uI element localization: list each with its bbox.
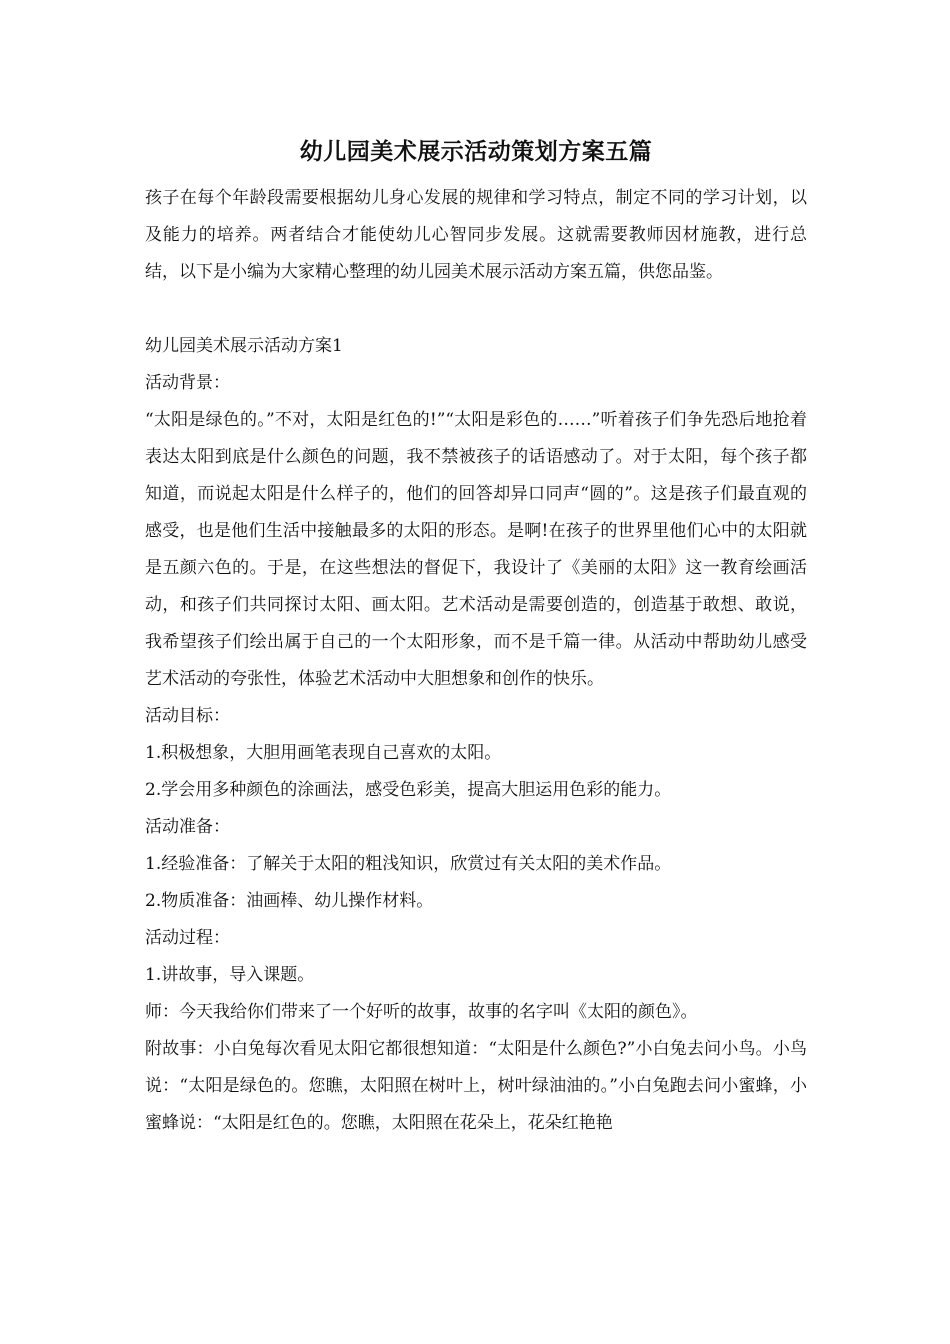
goal-item-2: 2.学会用多种颜色的涂画法，感受色彩美，提高大胆运用色彩的能力。 xyxy=(145,780,672,800)
document-title: 幼儿园美术展示活动策划方案五篇 xyxy=(299,138,653,165)
goal-item-1: 1.积极想象，大胆用画笔表现自己喜欢的太阳。 xyxy=(145,743,502,763)
section-heading: 幼儿园美术展示活动方案1 xyxy=(145,336,343,356)
background-label: 活动背景： xyxy=(145,373,230,393)
goals-label: 活动目标： xyxy=(145,706,230,726)
prep-item-2: 2.物质准备：油画棒、幼儿操作材料。 xyxy=(145,891,434,911)
prep-label: 活动准备： xyxy=(145,817,230,837)
background-paragraph: “太阳是绿色的。”不对，太阳是红色的!”“太阳是彩色的……”听着孩子们争先恐后地抢着表达太阳到底是什么颜色的问题，我不禁被孩子的话语感动了。对于太阳，每个孩子都知道，而说起太阳是什么样子的，他们的回答却异口同声“圆的”。这是孩子们最直观的感受，也是他们生活中接触最多的太阳的形态。是啊!在孩子的世界里他们心中的太阳就是五颜六色的。于是，在这些想法的督促下，我设计了《美丽的太阳》这一教育绘画活动，和孩子们共同探讨太阳、画太阳。艺术活动是需要创造的，创造基于敢想、敢说，我希望孩子们绘出属于自己的一个太阳形象，而不是千篇一律。从活动中帮助幼儿感受艺术活动的夸张性，体验艺术活动中大胆想象和创作的快乐。 xyxy=(145,410,807,689)
teacher-line: 师：今天我给你们带来了一个好听的故事，故事的名字叫《太阳的颜色》。 xyxy=(145,1002,698,1022)
prep-item-1: 1.经验准备：了解关于太阳的粗浅知识，欣赏过有关太阳的美术作品。 xyxy=(145,854,672,874)
intro-paragraph: 孩子在每个年龄段需要根据幼儿身心发展的规律和学习特点，制定不同的学习计划，以及能力的培养。两者结合才能使幼儿心智同步发展。这就需要教师因材施教，进行总结，以下是小编为大家精心整理的幼儿园美术展示活动方案五篇，供您品鉴。 xyxy=(145,188,807,282)
process-label: 活动过程： xyxy=(145,928,230,948)
story-paragraph: 附故事：小白兔每次看见太阳它都很想知道：“太阳是什么颜色?”小白兔去问小鸟。小鸟说：“太阳是绿色的。您瞧，太阳照在树叶上，树叶绿油油的。”小白兔跑去问小蜜蜂，小蜜蜂说：“太阳是红色的。您瞧，太阳照在花朵上，花朵红艳艳 xyxy=(145,1039,807,1133)
process-item-1: 1.讲故事，导入课题。 xyxy=(145,965,315,985)
document-page xyxy=(145,128,807,1142)
